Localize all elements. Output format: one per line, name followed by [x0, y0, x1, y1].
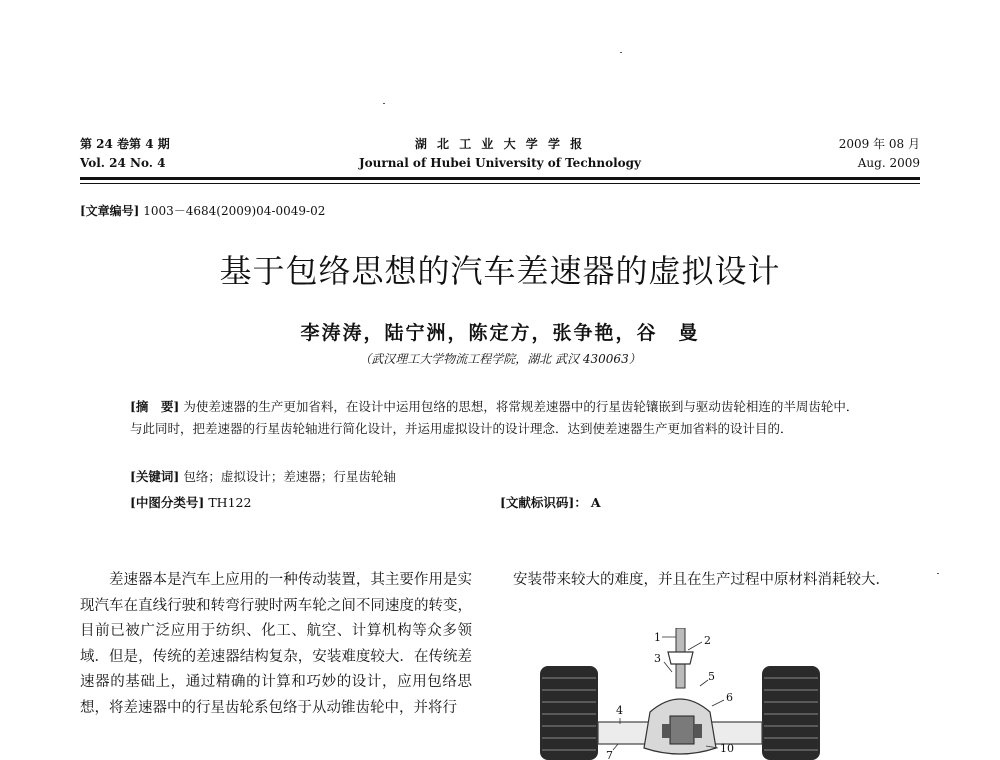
- document-code-value: A: [590, 495, 601, 510]
- document-code: [500, 492, 601, 514]
- clc-label: [中图分类号]: [130, 495, 205, 510]
- issue-cn: 第 24 卷第 4 期: [80, 137, 170, 151]
- part-label: 2: [704, 634, 711, 647]
- universal-joint: [668, 652, 693, 664]
- journal-name-en: Journal of Hubei University of Technology: [358, 156, 642, 170]
- part-label: 3: [654, 652, 661, 665]
- body-left-paragraph: 差速器本是汽车上应用的一种传动装置，其主要作用是实现汽车在直线行驶和转弯行驶时两车轮之间不同速度的转变，目前已被广泛应用于纺织、化工、航空、计算机构等众多领域．但是，传统的差速器结构复杂，安装难度较大．在传统差速器的基础上，通过精确的计算和巧妙的设计，应用包络思想，将差速器中的行星齿轮系包络于从动锥齿轮中，并将行: [80, 572, 472, 716]
- paper-title: 基于包络思想的汽车差速器的虚拟设计: [219, 252, 781, 290]
- article-number-label: [文章编号]: [80, 204, 140, 218]
- ring-gear: [670, 716, 694, 744]
- keywords: [130, 466, 870, 488]
- issue-en: Vol. 24 No. 4: [80, 156, 166, 170]
- header-rule-thin: [80, 183, 920, 184]
- abstract: [130, 396, 870, 440]
- scan-speck: [937, 573, 939, 574]
- body-right-paragraph: 安装带来较大的难度，并且在生产过程中原材料消耗较大．: [513, 572, 890, 588]
- scan-speck: [383, 103, 385, 104]
- article-number: [80, 202, 325, 219]
- side-gear-left: [662, 724, 670, 738]
- header-rule-thick: [80, 177, 920, 180]
- part-label: 10: [720, 742, 734, 755]
- article-number-value: 1003－4684(2009)04-0049-02: [143, 204, 326, 218]
- date-en: Aug. 2009: [857, 156, 920, 170]
- affiliation: （武汉理工大学物流工程学院，湖北 武汉 430063）: [359, 352, 641, 366]
- keywords-text: 包络；虚拟设计；差速器；行星齿轮轴: [183, 469, 396, 484]
- part-label: 5: [708, 670, 715, 683]
- part-label: 1: [654, 631, 661, 644]
- part-label: 7: [606, 749, 613, 760]
- abstract-text: 为使差速器的生产更加省料，在设计中运用包络的思想，将常规差速器中的行星齿轮镶嵌到与驱动齿轮相连的半周齿轮中．与此同时，把差速器的行星齿轮轴进行简化设计，并运用虚拟设计的设计理念．达到使差速器生产更加省料的设计目的．: [130, 399, 859, 436]
- clc-value: TH122: [208, 495, 252, 510]
- document-code-label: [文献标识码]：: [500, 495, 587, 510]
- part-label: 6: [726, 691, 733, 704]
- scan-speck: [620, 52, 622, 53]
- right-wheel: [762, 666, 820, 760]
- author-list: 李涛涛，陆宁洲，陈定方，张争艳，谷 曼: [300, 322, 700, 344]
- date-cn: 2009 年 08 月: [838, 137, 920, 151]
- part-label: 4: [616, 704, 623, 717]
- side-gear-right: [694, 724, 702, 738]
- clc-number: [130, 492, 490, 514]
- abstract-label: [摘 要]: [130, 399, 180, 414]
- differential-figure: [540, 628, 820, 760]
- keywords-label: [关键词]: [130, 469, 180, 484]
- journal-name-cn: 湖 北 工 业 大 学 学 报: [414, 137, 586, 151]
- left-wheel: [540, 666, 598, 760]
